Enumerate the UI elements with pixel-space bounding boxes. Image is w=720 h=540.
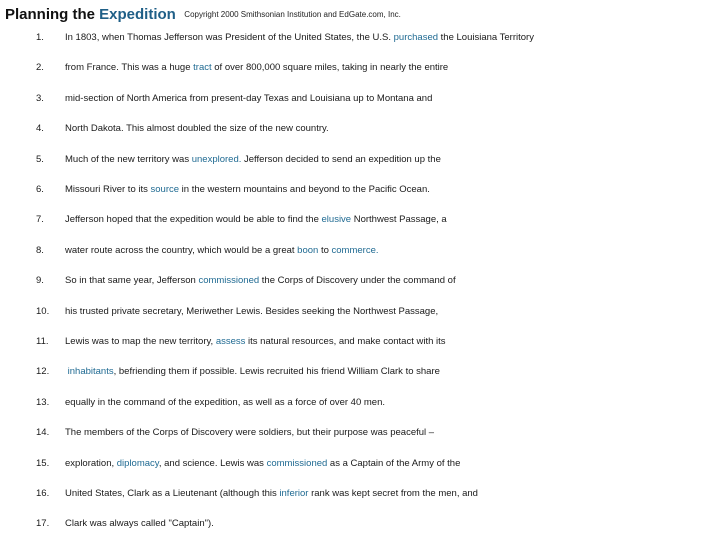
text-segment: as a Captain of the Army of the <box>327 457 461 469</box>
text-line <box>0 182 720 198</box>
text-segment: the Corps of Discovery under the command of <box>259 275 456 287</box>
text-line <box>0 243 720 259</box>
text-segment: of over 800,000 square miles, taking in nearly the entire <box>211 62 449 74</box>
vocabulary-word: inhabitants <box>67 366 114 378</box>
vocabulary-word: tract <box>193 62 212 74</box>
text-segment: Clark was always called "Captain"). <box>65 518 214 530</box>
text-line <box>0 395 720 411</box>
text-line <box>0 456 720 472</box>
vocabulary-word: commissioned <box>198 275 260 287</box>
line-text <box>65 182 430 198</box>
line-number: 9. <box>36 275 44 287</box>
line-number: 15. <box>36 457 50 469</box>
text-segment: Jefferson decided to send an expedition up the <box>241 153 441 165</box>
text-segment: So in that same year, Jefferson <box>65 275 199 287</box>
line-number: 1. <box>36 32 44 43</box>
line-number: 17. <box>36 518 50 530</box>
text-line <box>0 516 720 532</box>
line-text <box>65 334 446 350</box>
line-number: 14. <box>36 427 50 439</box>
line-number: 10. <box>36 305 50 317</box>
line-text <box>65 273 456 289</box>
text-segment: Missouri River to its <box>65 184 151 195</box>
line-number: 4. <box>36 123 44 135</box>
copyright-notice: Copyright 2000 Smithsonian Institution and EdGate.com, Inc. <box>184 10 401 19</box>
text-line <box>0 334 720 350</box>
line-text <box>65 425 434 441</box>
text-line <box>0 152 720 168</box>
vocabulary-word: boon <box>297 244 319 256</box>
text-line <box>0 91 720 107</box>
line-number: 3. <box>36 92 44 104</box>
text-segment: rank was kept secret from the men, and <box>308 488 478 499</box>
text-segment: equally in the command of the expedition, as well as a force of over 40 men. <box>65 396 386 408</box>
text-line <box>0 425 720 441</box>
vocabulary-word: purchased <box>393 32 439 43</box>
vocabulary-word: diplomacy <box>116 457 159 469</box>
line-number: 5. <box>36 153 44 165</box>
vocabulary-word: inferior <box>279 488 309 499</box>
line-text <box>65 243 379 259</box>
text-segment: exploration, <box>65 457 117 469</box>
text-segment: Jefferson hoped that the expedition would be able to find the <box>65 214 322 226</box>
vocabulary-word: elusive <box>321 214 352 226</box>
text-segment: North Dakota. This almost doubled the size of the new country. <box>65 123 329 135</box>
line-text <box>65 60 448 76</box>
vocabulary-word: unexplored. <box>191 153 242 165</box>
line-text <box>65 212 447 228</box>
text-segment: from France. This was a huge <box>65 62 194 74</box>
vocabulary-word: assess <box>215 336 246 347</box>
title-highlight: Expedition <box>99 6 176 23</box>
line-number: 11. <box>36 336 49 347</box>
line-number: 13. <box>36 396 50 408</box>
line-text <box>65 486 478 502</box>
text-line <box>0 486 720 502</box>
text-segment: water route across the country, which would be a great <box>65 244 298 256</box>
line-text <box>65 516 214 532</box>
text-line <box>0 273 720 289</box>
page-title <box>5 6 176 23</box>
text-segment: Northwest Passage, a <box>351 214 447 226</box>
line-number: 7. <box>36 214 44 226</box>
text-segment: the Louisiana Territory <box>438 32 534 43</box>
text-segment: to <box>318 244 332 256</box>
line-text <box>65 152 441 168</box>
vocabulary-word: source <box>150 184 180 195</box>
text-segment: Much of the new territory was <box>65 153 192 165</box>
text-line <box>0 60 720 76</box>
text-segment: Lewis was to map the new territory, <box>65 336 216 347</box>
line-text <box>65 364 440 380</box>
text-line <box>0 30 720 46</box>
text-line <box>0 364 720 380</box>
line-number: 2. <box>36 62 44 74</box>
text-segment: its natural resources, and make contact with its <box>245 336 446 347</box>
page-header <box>5 6 401 24</box>
text-line <box>0 212 720 228</box>
text-segment: The members of the Corps of Discovery were soldiers, but their purpose was peaceful – <box>65 427 435 439</box>
vocabulary-word: commissioned <box>266 457 328 469</box>
line-text <box>65 395 385 411</box>
text-line <box>0 304 720 320</box>
line-number: 16. <box>36 488 50 499</box>
text-segment: , befriending them if possible. Lewis recruited his friend William Clark to share <box>113 366 440 378</box>
text-segment: United States, Clark as a Lieutenant (although this <box>65 488 280 499</box>
line-text <box>65 304 438 320</box>
line-text <box>65 30 534 46</box>
line-number: 8. <box>36 244 44 256</box>
line-text <box>65 91 432 107</box>
line-text <box>65 456 460 472</box>
text-line <box>0 121 720 137</box>
text-segment: mid-section of North America from present-day Texas and Louisiana up to Montana and <box>65 92 433 104</box>
line-number: 12. <box>36 366 50 378</box>
title-text: Planning the <box>5 6 100 23</box>
text-segment: , and science. Lewis was <box>158 457 267 469</box>
text-segment: in the western mountains and beyond to the Pacific Ocean. <box>179 184 430 195</box>
line-number: 6. <box>36 184 44 195</box>
text-segment: In 1803, when Thomas Jefferson was President of the United States, the U.S. <box>65 32 394 43</box>
line-text <box>65 121 329 137</box>
text-segment: his trusted private secretary, Meriwether Lewis. Besides seeking the Northwest Passage, <box>65 305 439 317</box>
vocabulary-word: commerce. <box>331 244 379 256</box>
